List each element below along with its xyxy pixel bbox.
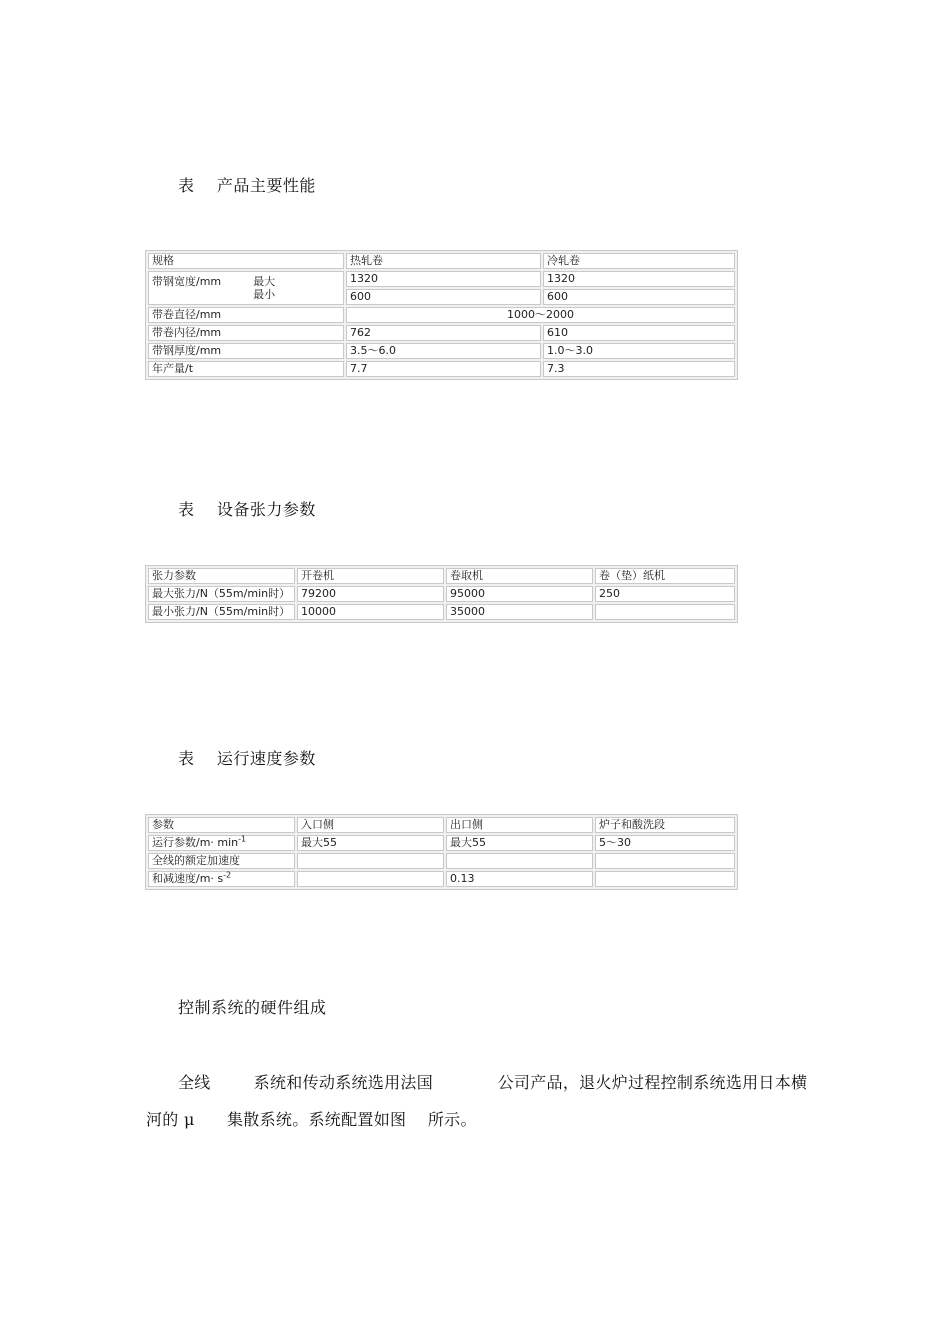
table-cell: 610 <box>543 325 735 341</box>
header-cell: 热轧卷 <box>346 253 541 269</box>
table-cell: 79200 <box>297 586 444 602</box>
table-row <box>148 604 735 620</box>
table-cell: 7.7 <box>346 361 541 377</box>
table-cell: 762 <box>346 325 541 341</box>
header-cell: 开卷机 <box>297 568 444 584</box>
row-label-cell <box>148 835 295 851</box>
table-cell <box>446 853 593 869</box>
row-label: 带钢宽度/mm <box>152 275 222 288</box>
header-cell: 入口侧 <box>297 817 444 833</box>
header-cell: 炉子和酸洗段 <box>595 817 735 833</box>
table-cell <box>595 871 735 887</box>
row-label: 运行参数/m· min <box>152 836 239 849</box>
section-heading: 控制系统的硬件组成 <box>178 998 327 1017</box>
table-cell: 5～30 <box>595 835 735 851</box>
header-cell: 出口侧 <box>446 817 593 833</box>
min-label: 最小 <box>253 288 276 301</box>
table-cell: 600 <box>543 289 735 305</box>
table2-caption: 表 设备张力参数 <box>178 500 316 519</box>
table-row <box>148 817 735 833</box>
row-label: 年产量/t <box>148 361 344 377</box>
table-row <box>148 325 735 341</box>
table-cell <box>297 853 444 869</box>
table-row <box>148 568 735 584</box>
table-row <box>148 361 735 377</box>
table-cell <box>595 853 735 869</box>
header-cell: 规格 <box>148 253 344 269</box>
header-cell: 张力参数 <box>148 568 295 584</box>
table-row <box>148 253 735 269</box>
table-cell: 95000 <box>446 586 593 602</box>
max-label: 最大 <box>253 275 276 288</box>
row-label: 带卷内径/mm <box>148 325 344 341</box>
table-cell: 1320 <box>346 271 541 287</box>
table-row <box>148 271 735 287</box>
unit-exponent: -2 <box>223 870 232 880</box>
table-row <box>148 871 735 887</box>
row-label: 最大张力/N（55m/min时） <box>148 586 295 602</box>
table-cell: 600 <box>346 289 541 305</box>
table-cell: 1000～2000 <box>346 307 735 323</box>
table-cell: 7.3 <box>543 361 735 377</box>
table3-caption: 表 运行速度参数 <box>178 749 316 768</box>
table-cell: 35000 <box>446 604 593 620</box>
max-min-labels <box>253 275 275 301</box>
speed-parameters-table <box>145 814 738 890</box>
table-cell: 1.0～3.0 <box>543 343 735 359</box>
table-row <box>148 307 735 323</box>
row-label: 带卷直径/mm <box>148 307 344 323</box>
row-label: 最小张力/N（55m/min时） <box>148 604 295 620</box>
table-cell: 0.13 <box>446 871 593 887</box>
table-cell: 最大55 <box>446 835 593 851</box>
table-cell: 最大55 <box>297 835 444 851</box>
header-cell: 冷轧卷 <box>543 253 735 269</box>
product-performance-table <box>145 250 738 380</box>
table-cell: 10000 <box>297 604 444 620</box>
header-cell: 参数 <box>148 817 295 833</box>
header-cell: 卷取机 <box>446 568 593 584</box>
paragraph-line-2: 河的 μ 集散系统。系统配置如图 所示。 <box>146 1110 477 1129</box>
row-label: 和减速度/m· s <box>152 872 224 885</box>
table-cell: 250 <box>595 586 735 602</box>
table-row <box>148 853 735 869</box>
row-label: 带钢厚度/mm <box>148 343 344 359</box>
table1-caption: 表 产品主要性能 <box>178 176 316 195</box>
tension-parameters-table <box>145 565 738 623</box>
table-row <box>148 343 735 359</box>
unit-exponent: -1 <box>238 834 247 844</box>
row-label-cell <box>148 871 295 887</box>
strip-width-label-cell <box>148 271 344 305</box>
row-label: 全线的额定加速度 <box>148 853 295 869</box>
paragraph-line-1: 全线 系统和传动系统选用法国 公司产品，退火炉过程控制系统选用日本横 <box>178 1073 808 1092</box>
table-cell <box>297 871 444 887</box>
table-cell: 3.5～6.0 <box>346 343 541 359</box>
table-row <box>148 835 735 851</box>
table-row <box>148 586 735 602</box>
header-cell: 卷（垫）纸机 <box>595 568 735 584</box>
table-cell <box>595 604 735 620</box>
table-cell: 1320 <box>543 271 735 287</box>
